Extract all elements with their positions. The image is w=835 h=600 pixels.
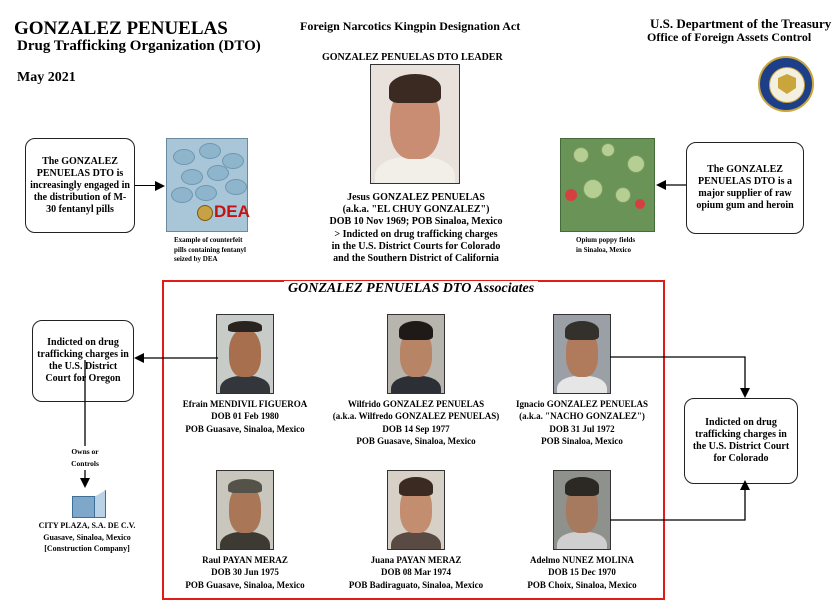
associate-details-4: Raul PAYAN MERAZ DOB 30 Jun 1975 POB Guasave, Sinaloa, Mexico [185,555,305,590]
act-title: Foreign Narcotics Kingpin Designation Act [300,19,521,33]
dea-logo: DEA [214,202,250,221]
owns-or-controls-label: Owns or Controls [60,446,110,470]
org-title: GONZALEZ PENUELAS [14,18,228,39]
org-subtitle: Drug Trafficking Organization (DTO) [17,38,261,54]
associate-photo-1 [216,314,274,394]
arrow-to-poppy-icon [656,180,686,190]
poppy-field-image [560,138,655,232]
leader-details: Jesus GONZALEZ PENUELAS (a.k.a. "EL CHUY GONZALEZ") DOB 10 Nov 1969; POB Sinaloa, Mexico > Indicted on drug trafficking charges in the U.S. District Courts for Colorado and the Southern District of California [329,192,503,265]
arrow-from-nunez-icon [610,480,752,526]
associates-title: GONZALEZ PENUELAS DTO Associates [284,281,538,297]
oregon-indictment-note: Indicted on drug trafficking charges in the U.S. District Court for Oregon [32,320,134,402]
agency-name: U.S. Department of the Treasury [650,16,832,31]
associate-details-5: Juana PAYAN MERAZ DOB 08 Mar 1974 POB Badiraguato, Sinaloa, Mexico [348,555,484,590]
publication-date: May 2021 [17,70,76,85]
associate-details-2: Wilfrido GONZALEZ PENUELAS (a.k.a. Wilfredo GONZALEZ PENUELAS) DOB 14 Sep 1977 POB Guasave, Sinaloa, Mexico [332,399,500,446]
associate-photo-4 [216,470,274,550]
arrow-to-colorado-icon [610,352,752,398]
associate-photo-2 [387,314,445,394]
associate-details-1: Efrain MENDIVIL FIGUEROA DOB 01 Feb 1980 POB Guasave, Sinaloa, Mexico [182,399,308,434]
building-icon [72,488,106,516]
agency-office: Office of Foreign Assets Control [647,30,812,44]
associate-details-6: Adelmo NUNEZ MOLINA DOB 15 Dec 1970 POB Choix, Sinaloa, Mexico [527,555,637,590]
colorado-indictment-note: Indicted on drug trafficking charges in the U.S. District Court for Colorado [684,398,798,484]
arrow-head-icon [155,181,165,191]
arrow-to-oregon-icon [134,353,218,363]
fentanyl-note: The GONZALEZ PENUELAS DTO is increasingly engaged in the distribution of M-30 fentanyl pills [25,138,135,233]
associate-photo-3 [553,314,611,394]
dea-badge-icon [197,205,213,221]
pills-caption: Example of counterfeit pills containing fentanyl seized by DEA [174,236,246,263]
leader-label: GONZALEZ PENUELAS DTO LEADER [322,52,503,63]
associate-details-3: Ignacio GONZALEZ PENUELAS (a.k.a. "NACHO GONZALEZ") DOB 31 Jul 1972 POB Sinaloa, Mexico [515,399,649,446]
poppy-caption: Opium poppy fields in Sinaloa, Mexico [576,236,636,254]
leader-photo [370,64,460,184]
treasury-seal-icon [758,56,814,112]
associate-photo-6 [553,470,611,550]
associate-photo-5 [387,470,445,550]
company-details: CITY PLAZA, S.A. DE C.V. Guasave, Sinaloa, Mexico [Construction Company] [38,521,136,553]
opium-note: The GONZALEZ PENUELAS DTO is a major supplier of raw opium gum and heroin [686,142,804,234]
